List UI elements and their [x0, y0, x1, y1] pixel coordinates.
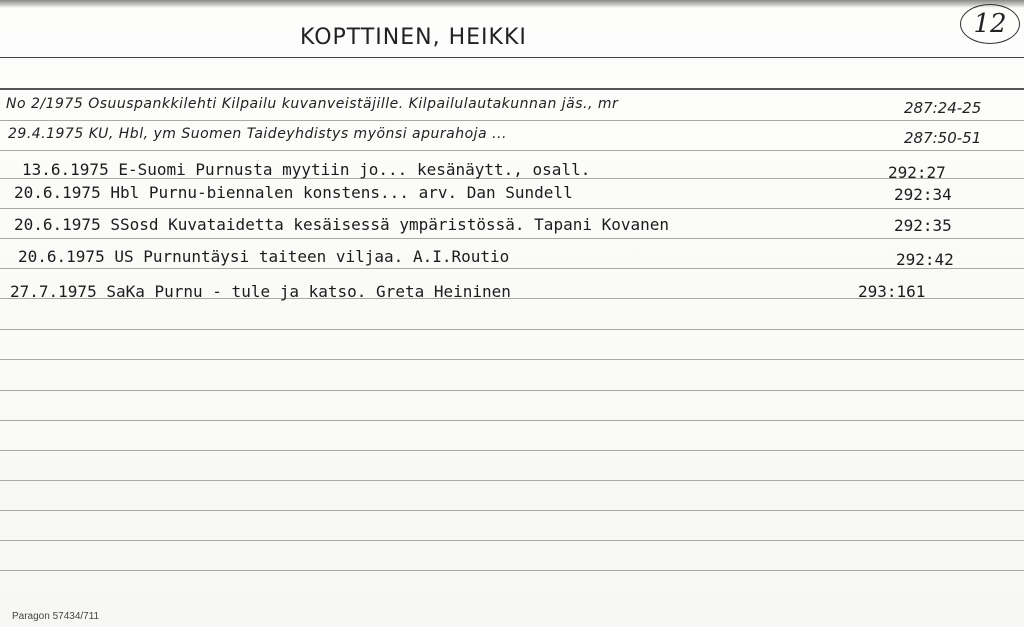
- ruled-line: [0, 150, 1024, 151]
- ruled-line: [0, 540, 1024, 541]
- ruled-line: [0, 480, 1024, 481]
- ruled-line: [0, 450, 1024, 451]
- typed-entry-ref: 292:35: [894, 216, 952, 235]
- handwritten-entry-ref: 287:50-51: [904, 129, 982, 147]
- typed-entry-ref: 293:161: [858, 282, 926, 301]
- ruled-line: [0, 329, 1024, 330]
- ruled-line: [0, 120, 1024, 121]
- handwritten-entry: No 2/1975 Osuuspankkilehti Kilpailu kuvanveistäjille. Kilpailulautakunnan jäs., mr: [6, 96, 619, 112]
- typed-entry: 20.6.1975 Hbl Purnu-biennalen konstens... arv. Dan Sundell: [14, 183, 573, 202]
- ruled-line: [0, 268, 1024, 269]
- ruled-line: [0, 208, 1024, 209]
- typed-entry: 27.7.1975 SaKa Purnu - tule ja katso. Greta Heininen: [10, 282, 511, 301]
- card-heading-name: KOPTTINEN, HEIKKI: [300, 25, 527, 50]
- ruled-line: [0, 359, 1024, 360]
- ruled-line: [0, 88, 1024, 90]
- handwritten-entry: 29.4.1975 KU, Hbl, ym Suomen Taideyhdistys myönsi apurahoja ...: [8, 126, 507, 142]
- typed-entry-ref: 292:42: [896, 250, 954, 269]
- typed-entry: 20.6.1975 US Purnuntäysi taiteen viljaa. A.I.Routio: [18, 247, 510, 266]
- handwritten-entry-ref: 287:24-25: [904, 99, 982, 117]
- ruled-line: [0, 570, 1024, 571]
- ruled-line: [0, 420, 1024, 421]
- typed-entry: 13.6.1975 E-Suomi Purnusta myytiin jo... kesänäytt., osall.: [22, 160, 591, 179]
- ruled-line: [0, 510, 1024, 511]
- card-top-edge: [0, 0, 1024, 8]
- ruled-line: [0, 390, 1024, 391]
- card-number: 12: [960, 4, 1020, 44]
- heading-rule: [0, 57, 1024, 58]
- card-footer-print: Paragon 57434/711: [12, 611, 100, 622]
- ruled-line: [0, 238, 1024, 239]
- typed-entry-ref: 292:27: [888, 163, 946, 182]
- typed-entry: 20.6.1975 SSosd Kuvataidetta kesäisessä ympäristössä. Tapani Kovanen: [14, 215, 670, 234]
- typed-entry-ref: 292:34: [894, 185, 952, 204]
